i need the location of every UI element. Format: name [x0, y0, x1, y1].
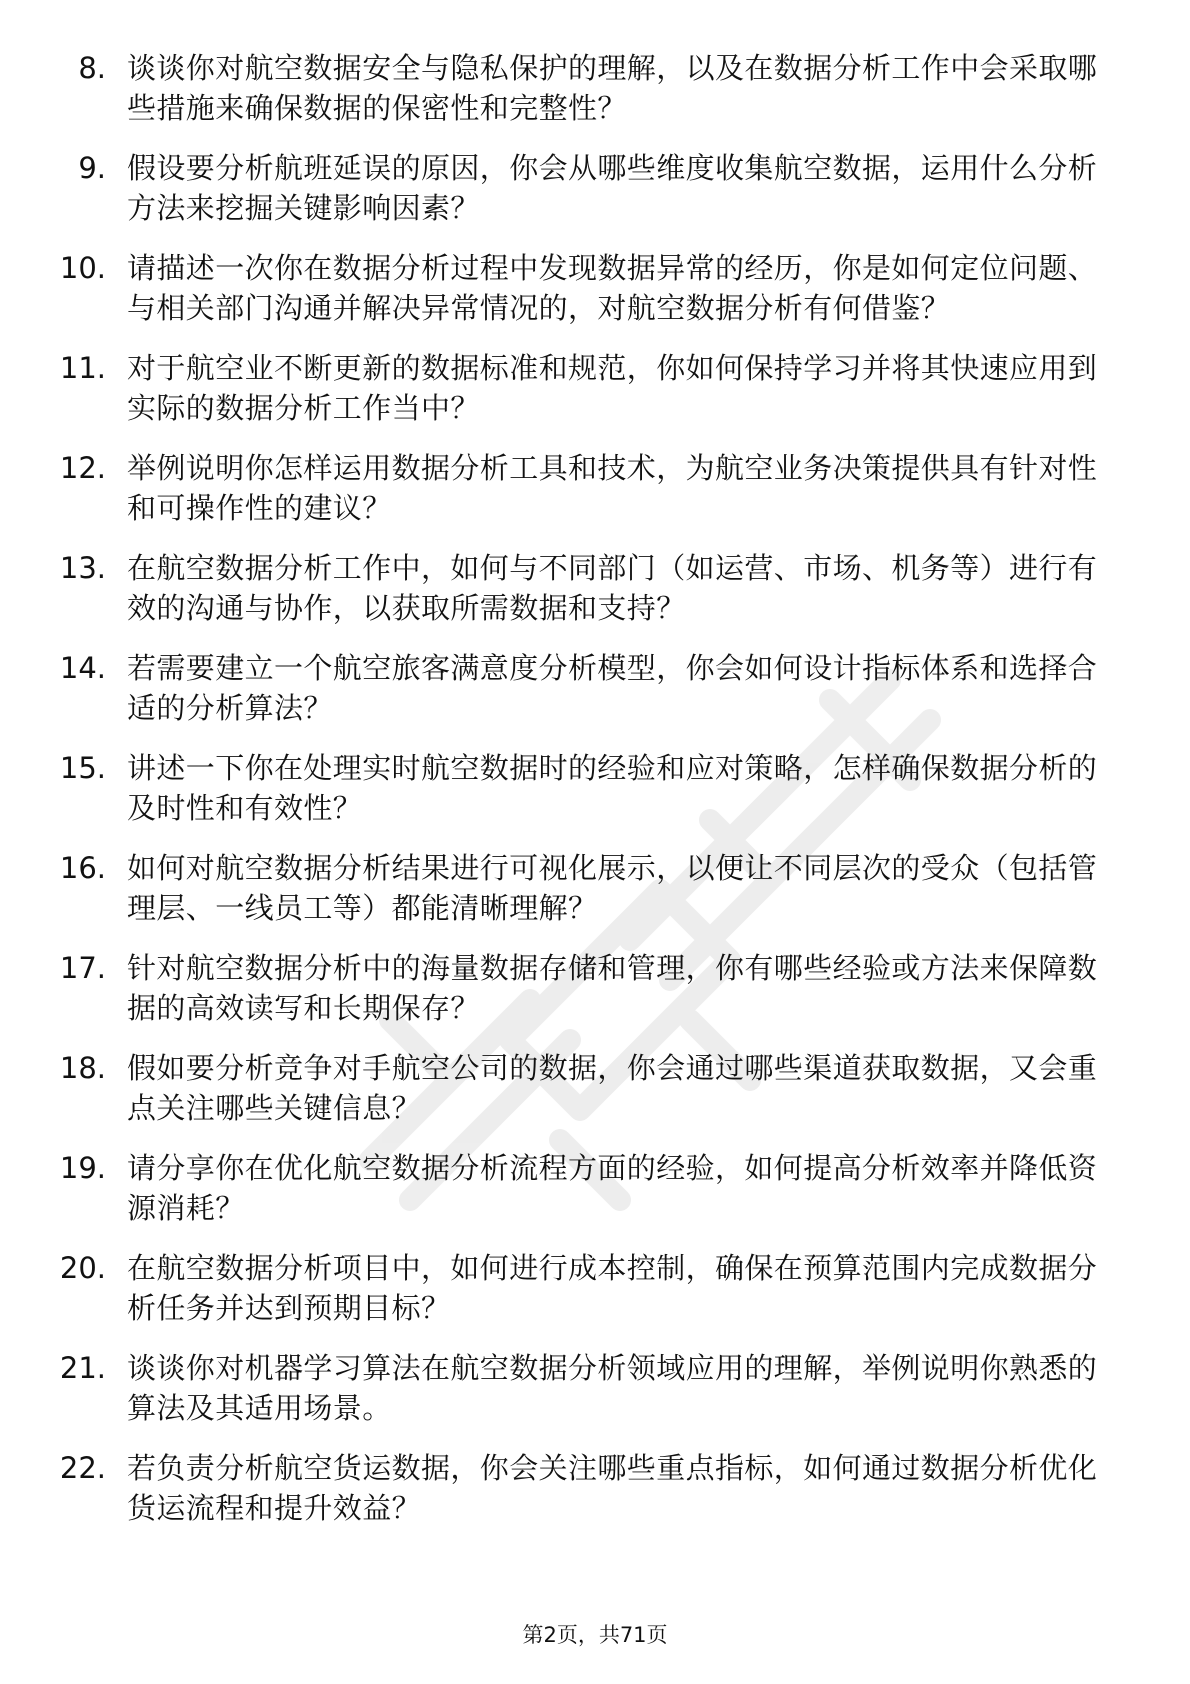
question-item [0, 348, 1190, 428]
question-text: 请分享你在优化航空数据分析流程方面的经验，如何提高分析效率并降低资源消耗？ [127, 1151, 1098, 1225]
question-text: 假设要分析航班延误的原因，你会从哪些维度收集航空数据，运用什么分析方法来挖掘关键影响因素？ [127, 151, 1098, 225]
question-item [0, 1148, 1190, 1228]
question-item [0, 448, 1190, 528]
question-item [0, 1248, 1190, 1328]
question-text: 举例说明你怎样运用数据分析工具和技术，为航空业务决策提供具有针对性和可操作性的建议？ [127, 451, 1098, 525]
question-number: 17. [59, 951, 106, 985]
question-number: 21. [59, 1351, 106, 1385]
question-number: 14. [59, 651, 106, 685]
question-item [0, 548, 1190, 628]
question-item [0, 648, 1190, 728]
question-item [0, 248, 1190, 328]
question-text: 对于航空业不断更新的数据标准和规范，你如何保持学习并将其快速应用到实际的数据分析工作当中？ [127, 351, 1098, 425]
question-number: 16. [59, 851, 106, 885]
question-item [0, 748, 1190, 828]
question-number: 19. [59, 1151, 106, 1185]
question-text: 在航空数据分析工作中，如何与不同部门（如运营、市场、机务等）进行有效的沟通与协作，以获取所需数据和支持？ [127, 551, 1098, 625]
question-text: 如何对航空数据分析结果进行可视化展示，以便让不同层次的受众（包括管理层、一线员工等）都能清晰理解？ [127, 851, 1098, 925]
question-text: 针对航空数据分析中的海量数据存储和管理，你有哪些经验或方法来保障数据的高效读写和长期保存？ [127, 951, 1098, 1025]
question-text: 假如要分析竞争对手航空公司的数据，你会通过哪些渠道获取数据，又会重点关注哪些关键信息？ [127, 1051, 1098, 1125]
question-number: 12. [59, 451, 106, 485]
question-number: 18. [59, 1051, 106, 1085]
question-text: 若需要建立一个航空旅客满意度分析模型，你会如何设计指标体系和选择合适的分析算法？ [127, 651, 1098, 725]
question-item [0, 48, 1190, 128]
question-number: 10. [59, 251, 106, 285]
question-number: 9. [78, 151, 106, 185]
question-item [0, 1048, 1190, 1128]
question-text: 讲述一下你在处理实时航空数据时的经验和应对策略，怎样确保数据分析的及时性和有效性？ [127, 751, 1098, 825]
question-number: 15. [59, 751, 106, 785]
question-number: 13. [59, 551, 106, 585]
question-text: 谈谈你对航空数据安全与隐私保护的理解，以及在数据分析工作中会采取哪些措施来确保数据的保密性和完整性？ [127, 51, 1098, 125]
question-list [0, 48, 1190, 1548]
question-item [0, 948, 1190, 1028]
question-item [0, 1348, 1190, 1428]
question-item [0, 148, 1190, 228]
question-number: 8. [78, 51, 106, 85]
question-item [0, 1448, 1190, 1528]
question-number: 11. [59, 351, 106, 385]
question-text: 在航空数据分析项目中，如何进行成本控制，确保在预算范围内完成数据分析任务并达到预期目标？ [127, 1251, 1098, 1325]
question-item [0, 848, 1190, 928]
question-number: 20. [59, 1251, 106, 1285]
question-text: 若负责分析航空货运数据，你会关注哪些重点指标，如何通过数据分析优化货运流程和提升效益？ [127, 1451, 1098, 1525]
page-number-footer: 第2页，共71页 [522, 1623, 668, 1647]
question-text: 谈谈你对机器学习算法在航空数据分析领域应用的理解，举例说明你熟悉的算法及其适用场景。 [127, 1351, 1098, 1425]
question-number: 22. [59, 1451, 106, 1485]
question-text: 请描述一次你在数据分析过程中发现数据异常的经历，你是如何定位问题、与相关部门沟通并解决异常情况的，对航空数据分析有何借鉴？ [127, 251, 1098, 325]
